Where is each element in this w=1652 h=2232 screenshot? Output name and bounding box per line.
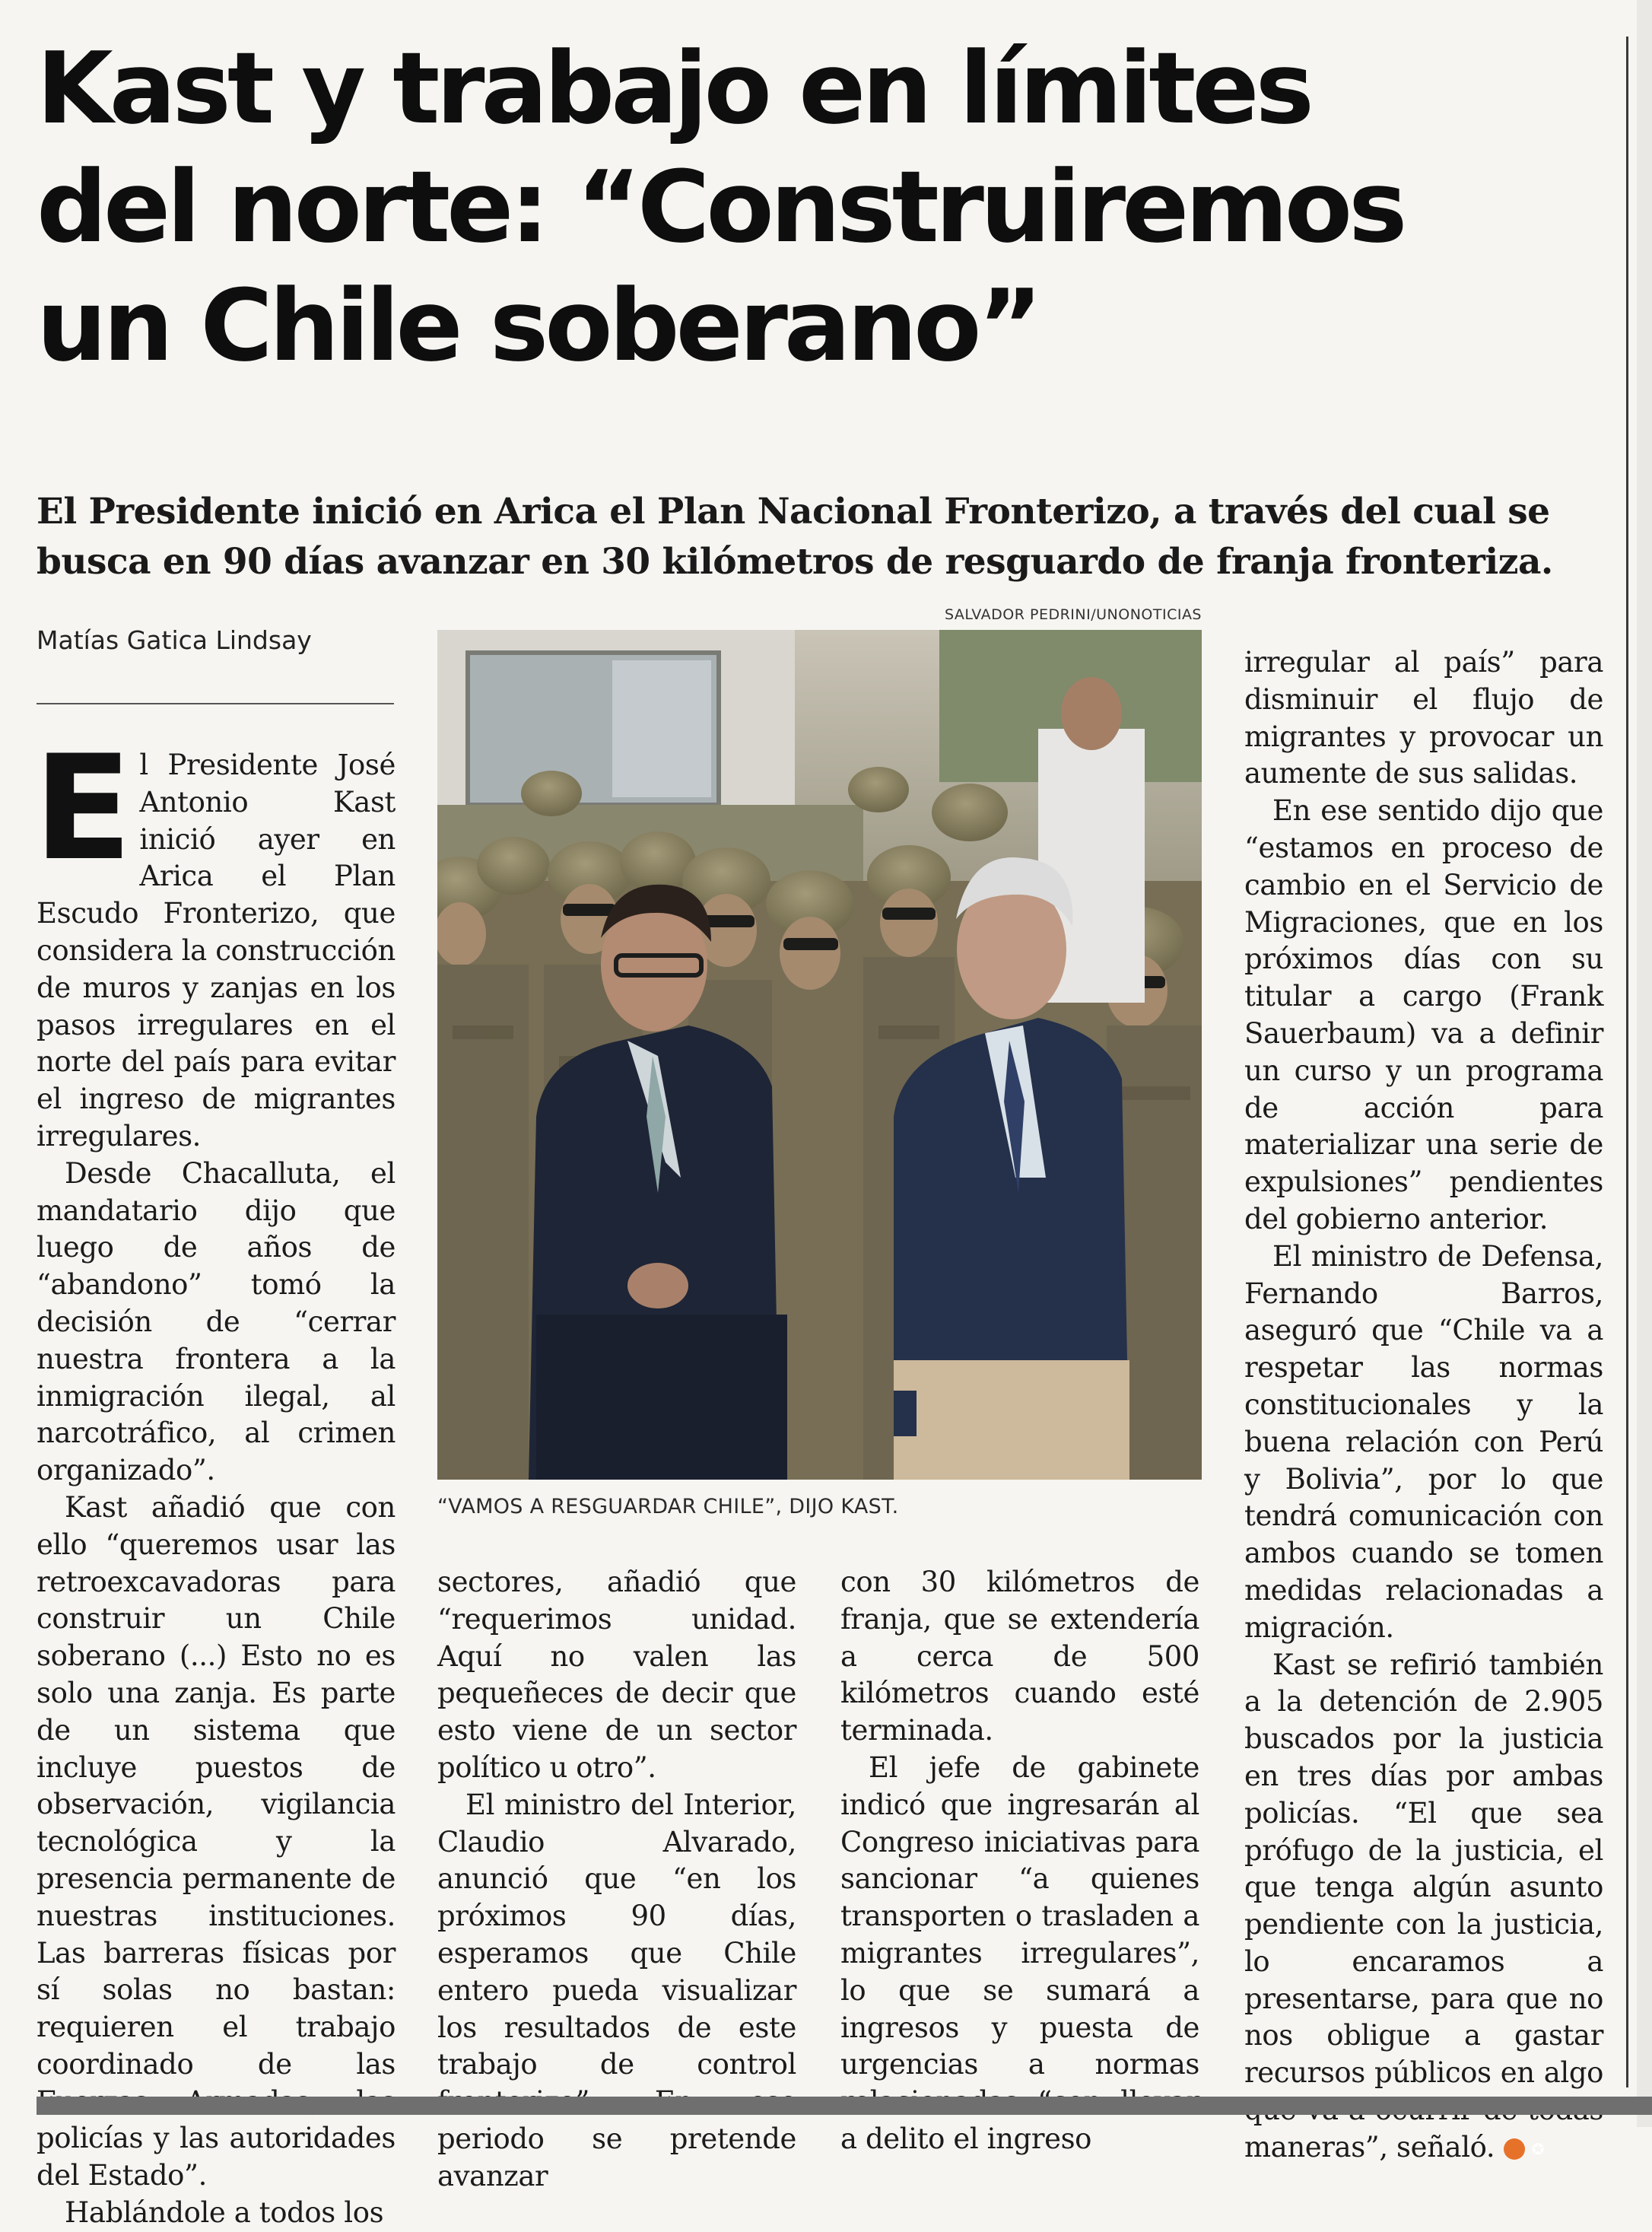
body-paragraph-4-start: Hablándole a todos los: [65, 2196, 384, 2230]
byline: Matías Gatica Lindsay: [37, 625, 312, 655]
body-paragraph-9: [1244, 1647, 1603, 2167]
body-paragraph-2: Desde Chacalluta, el mandatario dijo que luego de años de “abandono” tomó la decisión de “cerrar nuestra frontera a la inmigración ilegal, al narcotráfico, al crimen organizado”.: [37, 1156, 396, 1487]
byline-divider: [37, 703, 394, 704]
photo-caption: “VAMOS A RESGUARDAR CHILE”, DIJO KAST.: [437, 1495, 899, 1518]
article-column-4: [1244, 644, 1603, 2167]
column-divider-rule: [1626, 37, 1628, 2087]
article-photo: [437, 630, 1202, 1480]
body-paragraph-6-cont: irregular al país” para disminuir el flujo de migrantes y provocar un aumente de sus salidas.: [1244, 646, 1603, 790]
drop-cap: E: [33, 724, 132, 892]
page-bottom-bar: [37, 2097, 1652, 2115]
deck-line-2: busca en 90 días avanzar en 30 kilómetros de resguardo de franja fronteriza.: [37, 541, 1553, 583]
headline-line-2: del norte: “Construiremos: [37, 149, 1404, 265]
headline: [37, 29, 1588, 385]
headline-line-1: Kast y trabajo en límites: [37, 30, 1310, 146]
body-paragraph-3: Kast añadió que con ello “queremos usar las retroexcavadoras para construir un Chile soberano (...) Esto no es solo una zanja. Es parte de un sistema que incluye puestos de observación, vigilancia tecnológica y la presencia permanente de nuestras instituciones. Las barreras físicas por sí solas no bastan: requieren el trabajo coordinado de las policías y las autoridades del Estado”.: [37, 1490, 396, 2192]
body-paragraph-5-cont: con 30 kilómetros de franja, que se extendería a cerca de 500 kilómetros cuando esté terminada.: [840, 1566, 1199, 1747]
deck-line-1: El Presidente inició en Arica el Plan Nacional Fronterizo, a través del cual se: [37, 491, 1550, 533]
photo-credit: SALVADOR PEDRINI/UNONOTICIAS: [944, 606, 1202, 623]
body-paragraph-4-cont: sectores, añadió que “requerimos unidad. Aquí no valen las pequeñeces de decir que esto viene de un sector político u otro”.: [437, 1566, 796, 1784]
body-paragraph-5: El ministro del Interior, Claudio Alvarado, anunció que “en los próximos 90 días, esperamos que Chile entero pueda visualizar los resultados de este trabajo de control periodo se pretende avanzar: [437, 1788, 796, 2192]
deck-subtitle: [37, 487, 1611, 587]
adjacent-page-edge: [1637, 0, 1652, 2127]
article-column-3: [840, 1564, 1199, 2158]
body-paragraph-7: En ese sentido dijo que “estamos en proceso de cambio en el Servicio de Migraciones, que en los próximos días con su titular a cargo (Frank Sauerbaum) va a definir un curso y un programa de acción para materializar una serie de expulsiones” pendientes del gobierno anterior.: [1244, 794, 1603, 1235]
body-paragraph-8: El ministro de Defensa, Fernando Barros, aseguró que “Chile va a respetar las normas constitucionales y la buena relación con Perú y Bolivia”, por lo que tendrá comunicación con ambos cuando se tomen medidas relacionadas a migración.: [1244, 1239, 1603, 1644]
body-paragraph-6: El jefe de gabinete indicó que ingresarán al Congreso iniciativas para sancionar “a quienes transporten o trasladen a migrantes irregulares”, lo que se sumará a ingresos y puesta de urgencias a normas a delito el ingreso: [840, 1750, 1199, 2155]
headline-line-3: un Chile soberano”: [37, 268, 1039, 383]
article-column-1: [33, 724, 396, 2232]
body-paragraph-1-text: l Presidente José Antonio Kast inició ayer en Arica el Plan Escudo Fronterizo, que considera la construcción de muros y zanjas en los pasos irregulares en el norte del país para evitar el ingreso de migrantes irregulares.: [37, 749, 396, 1153]
end-of-article-icon: ✪: [1504, 2138, 1525, 2160]
body-paragraph-9-text: Kast se refirió también a la detención de 2.905 buscados por la justicia en tres días por ambas policías. “El que sea prófugo de la justicia, el que tenga algún asunto pendiente con la justicia, lo encaramos a presentarse, para que no nos obligue a gastar recursos públicos en algo maneras”, señaló.: [1244, 1648, 1603, 2164]
body-paragraph-1: [33, 724, 396, 1156]
